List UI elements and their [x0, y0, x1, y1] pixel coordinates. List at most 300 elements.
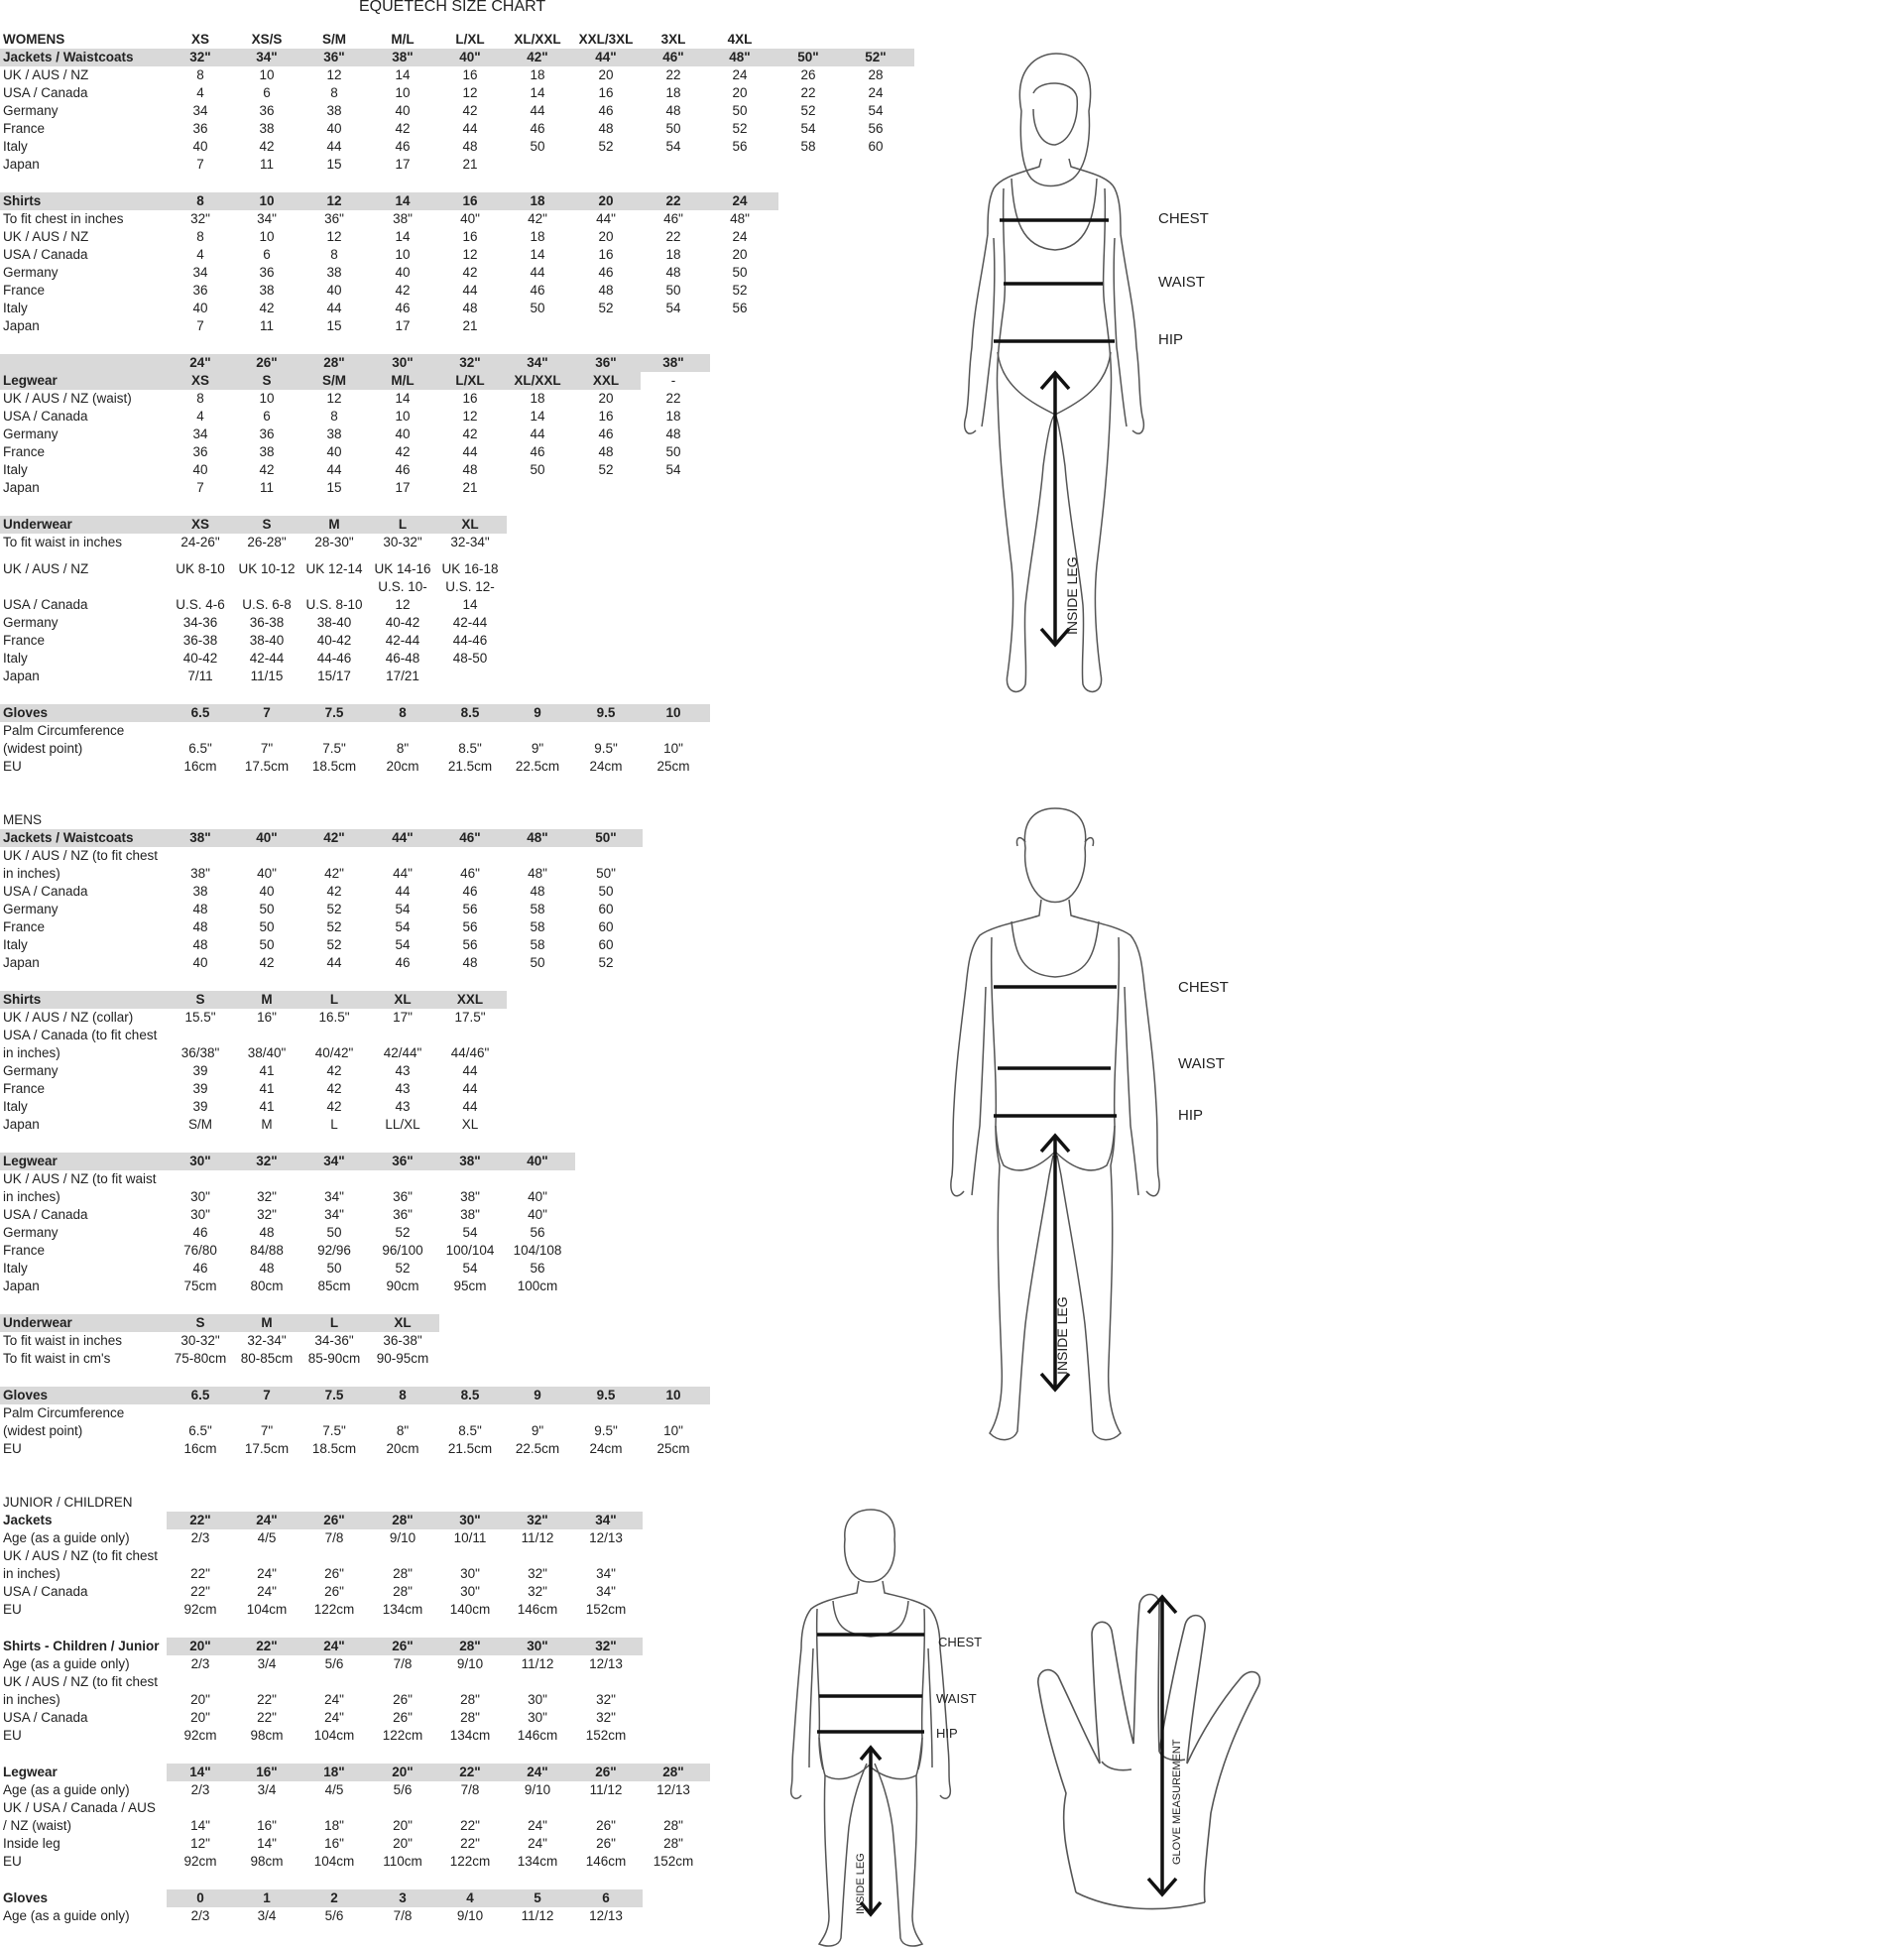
table-cell: 22.5cm — [515, 759, 560, 774]
table-row — [0, 31, 774, 49]
table-cell: 56 — [732, 301, 748, 315]
table-cell: U.S. 8-10 — [305, 597, 363, 612]
table-cell: 46" — [662, 50, 684, 64]
table-cell: 60 — [598, 937, 614, 952]
table-cell: 34" — [596, 1584, 616, 1599]
table-cell: 42 — [462, 426, 478, 441]
table-cell: 20" — [189, 1639, 211, 1653]
table-cell: 46 — [192, 1261, 208, 1276]
table-cell: 5 — [534, 1890, 541, 1905]
table-cell: 28" — [460, 1710, 480, 1725]
table-cell: 42" — [323, 830, 345, 845]
table-header-row — [0, 991, 507, 1009]
row-label: UK / AUS / NZ — [3, 67, 89, 82]
table-row — [0, 1260, 892, 1278]
table-cell: 42 — [259, 139, 275, 154]
row-label: Germany — [3, 615, 59, 630]
table-cell: 36" — [393, 1189, 413, 1204]
table-cell: 44 — [462, 283, 478, 298]
table-cell: 28" — [459, 1639, 481, 1653]
table-cell: 92/96 — [317, 1243, 351, 1258]
table-cell: 5/6 — [324, 1656, 344, 1671]
junior-figure-icon — [783, 1510, 952, 1946]
table-cell: 6 — [263, 247, 271, 262]
table-cell: 15 — [326, 318, 342, 333]
table-cell: 18 — [665, 409, 681, 424]
table-cell: 10 — [259, 67, 275, 82]
table-cell: 40 — [192, 955, 208, 970]
table-cell: 8" — [396, 1423, 410, 1438]
table-row — [0, 300, 892, 317]
table-cell: 24" — [324, 1710, 344, 1725]
table-cell: 43 — [395, 1063, 411, 1078]
table-cell: 50" — [595, 830, 617, 845]
row-label: in inches) — [3, 866, 60, 881]
table-cell: XS — [190, 32, 209, 47]
table-row — [0, 883, 892, 901]
table-cell: 10 — [259, 391, 275, 406]
table-cell: 6.5" — [188, 741, 212, 756]
table-cell: 56 — [530, 1261, 545, 1276]
table-cell: 5/6 — [324, 1908, 344, 1923]
table-cell: 4 — [196, 247, 204, 262]
table-cell: 30" — [190, 1189, 210, 1204]
table-cell: 38" — [392, 50, 414, 64]
row-label: USA / Canada — [3, 85, 88, 100]
table-cell: 34" — [256, 50, 278, 64]
table-cell: 30" — [528, 1692, 547, 1707]
table-cell: 56 — [462, 937, 478, 952]
row-label: Palm Circumference — [3, 723, 125, 738]
row-label: Gloves — [3, 1388, 49, 1402]
table-cell: 92cm — [183, 1854, 217, 1869]
table-cell: 16.5" — [318, 1010, 350, 1025]
table-cell: 38" — [393, 211, 413, 226]
table-cell: M — [261, 1315, 273, 1330]
table-cell: 40-42 — [385, 615, 420, 630]
row-label: USA / Canada — [3, 409, 88, 424]
table-cell: 12 — [462, 247, 478, 262]
table-cell: 42 — [395, 283, 411, 298]
table-cell: 44 — [530, 426, 545, 441]
table-cell: 34" — [323, 1154, 345, 1168]
table-header-row — [0, 1387, 710, 1404]
table-cell: 32" — [596, 1710, 616, 1725]
table-cell: 0 — [196, 1890, 204, 1905]
table-cell: L — [329, 992, 339, 1007]
table-cell: 11 — [259, 157, 274, 172]
table-cell: 54 — [665, 301, 681, 315]
table-cell: 24" — [257, 1566, 277, 1581]
table-cell: 9/10 — [456, 1908, 484, 1923]
table-cell: M — [261, 1117, 273, 1132]
table-cell: 44 — [462, 1099, 478, 1114]
table-cell: 34 — [192, 265, 208, 280]
table-row — [0, 632, 892, 650]
table-cell: 48 — [598, 283, 614, 298]
table-cell: 21.5cm — [447, 759, 493, 774]
table-cell: 44 — [462, 121, 478, 136]
table-cell: XXL/3XL — [578, 32, 634, 47]
table-row — [0, 1242, 892, 1260]
table-cell: 46 — [598, 103, 614, 118]
table-cell: 48 — [192, 919, 208, 934]
table-cell: 40/42" — [314, 1045, 354, 1060]
table-cell: 22" — [460, 1818, 480, 1833]
table-header-row — [0, 192, 778, 210]
table-cell: 104cm — [313, 1728, 355, 1743]
row-label: UK / AUS / NZ — [3, 229, 89, 244]
table-cell: 26" — [392, 1639, 414, 1653]
table-cell: 14 — [530, 409, 545, 424]
table-cell: 40 — [192, 139, 208, 154]
table-cell: 12 — [462, 85, 478, 100]
table-row — [0, 722, 892, 740]
table-cell: 28" — [393, 1584, 413, 1599]
table-cell: 9 — [534, 1388, 541, 1402]
table-row — [0, 596, 892, 614]
table-cell: 21 — [462, 480, 478, 495]
table-cell: 50 — [665, 121, 681, 136]
table-cell: 18 — [665, 247, 681, 262]
table-cell: 42-44 — [385, 633, 420, 648]
table-cell: 48 — [462, 955, 478, 970]
row-label: in inches) — [3, 1189, 60, 1204]
table-cell: 36-38 — [249, 615, 285, 630]
table-cell: 104cm — [313, 1854, 355, 1869]
junior-hip-label: HIP — [936, 1726, 958, 1741]
row-label: USA / Canada — [3, 1584, 88, 1599]
table-cell: 48" — [527, 830, 548, 845]
row-label: JUNIOR / CHILDREN — [3, 1495, 133, 1510]
table-cell: 44 — [462, 444, 478, 459]
table-cell: 46-48 — [385, 651, 420, 666]
table-cell: 42 — [462, 265, 478, 280]
table-cell: 46 — [598, 265, 614, 280]
table-cell: 38-40 — [316, 615, 352, 630]
table-cell: 32" — [189, 50, 211, 64]
table-cell: 48 — [259, 1261, 275, 1276]
table-cell: 14 — [462, 597, 478, 612]
table-cell: 8 — [196, 391, 204, 406]
table-cell: 48 — [665, 426, 681, 441]
table-cell: 18 — [665, 85, 681, 100]
table-cell: 48" — [528, 866, 547, 881]
table-cell: 30" — [392, 355, 414, 370]
table-cell: 48" — [729, 50, 751, 64]
table-cell: 12/13 — [589, 1530, 623, 1545]
table-cell: 10" — [663, 741, 683, 756]
table-cell: 48 — [192, 902, 208, 916]
table-cell: 12 — [326, 391, 342, 406]
row-label: To fit waist in inches — [3, 535, 123, 549]
table-cell: 110cm — [383, 1854, 422, 1869]
table-row — [0, 1601, 892, 1619]
table-cell: 24cm — [589, 1441, 623, 1456]
table-row — [0, 210, 892, 228]
table-row — [0, 1691, 892, 1709]
table-cell: 40 — [192, 301, 208, 315]
table-cell: 44" — [393, 866, 413, 881]
table-cell: 146cm — [585, 1854, 627, 1869]
row-label: Palm Circumference — [3, 1405, 125, 1420]
table-row — [0, 84, 892, 102]
table-cell: 44 — [530, 103, 545, 118]
table-cell: 26" — [393, 1692, 413, 1707]
table-cell: 50 — [665, 444, 681, 459]
table-cell: 26-28" — [247, 535, 287, 549]
table-cell: 16" — [324, 1836, 344, 1851]
table-row — [0, 1853, 892, 1871]
table-cell: 7 — [196, 480, 204, 495]
man-hip-label: HIP — [1178, 1107, 1204, 1124]
table-row — [0, 426, 892, 443]
table-row — [0, 901, 892, 918]
row-label: To fit waist in inches — [3, 1333, 123, 1348]
table-cell: 24" — [528, 1836, 547, 1851]
table-cell: 36 — [259, 426, 275, 441]
table-cell: 34-36" — [314, 1333, 354, 1348]
table-cell: 26" — [596, 1818, 616, 1833]
table-cell: 24 — [732, 229, 748, 244]
table-cell: 56 — [732, 139, 748, 154]
table-row — [0, 1781, 892, 1799]
row-label: / NZ (waist) — [3, 1818, 71, 1833]
table-cell: 90cm — [386, 1278, 419, 1293]
table-cell: 38 — [326, 265, 342, 280]
man-inside-leg-label: INSIDE LEG — [1054, 1296, 1070, 1375]
table-cell: 48-50 — [452, 651, 488, 666]
table-cell: 96/100 — [382, 1243, 423, 1258]
table-cell: 75-80cm — [174, 1351, 227, 1366]
table-cell: 50 — [530, 301, 545, 315]
table-cell: 8" — [396, 741, 410, 756]
table-cell: 26" — [595, 1765, 617, 1779]
table-cell: UK 14-16 — [374, 561, 431, 576]
table-cell: 54 — [462, 1225, 478, 1240]
table-cell: 34 — [192, 426, 208, 441]
row-label: USA / Canada — [3, 1710, 88, 1725]
table-cell: 16 — [462, 67, 478, 82]
table-cell: 42 — [326, 1099, 342, 1114]
row-label: UK / AUS / NZ (to fit chest — [3, 1674, 159, 1689]
table-cell: 8 — [399, 1388, 407, 1402]
table-cell: 52 — [598, 462, 614, 477]
table-row — [0, 1709, 892, 1727]
table-cell: 44 — [326, 301, 342, 315]
table-cell: 42 — [326, 1081, 342, 1096]
table-cell: 46" — [460, 866, 480, 881]
table-cell: 12/13 — [589, 1656, 623, 1671]
row-label: Jackets — [3, 1513, 53, 1527]
table-cell: 21.5cm — [447, 1441, 493, 1456]
table-cell: 36" — [392, 1154, 414, 1168]
row-label: Japan — [3, 1117, 40, 1132]
table-cell: 17.5" — [454, 1010, 486, 1025]
table-cell: 152cm — [585, 1728, 627, 1743]
table-row — [0, 650, 892, 668]
table-cell: 17" — [393, 1010, 413, 1025]
junior-chest-label: CHEST — [938, 1635, 983, 1649]
table-cell: 25cm — [656, 1441, 690, 1456]
table-cell: XXL — [456, 992, 484, 1007]
table-cell: 54 — [462, 1261, 478, 1276]
table-cell: 46 — [530, 121, 545, 136]
table-cell: 11 — [259, 318, 274, 333]
table-cell: 34" — [324, 1189, 344, 1204]
row-label: UK / AUS / NZ — [3, 561, 89, 576]
row-label: To fit waist in cm's — [3, 1351, 111, 1366]
table-cell: 8 — [330, 247, 338, 262]
table-cell: 50 — [732, 103, 748, 118]
table-cell: 32" — [595, 1639, 617, 1653]
table-cell: 24" — [323, 1639, 345, 1653]
table-cell: 40-42 — [182, 651, 218, 666]
table-cell: 16 — [462, 229, 478, 244]
table-cell: 43 — [395, 1099, 411, 1114]
table-row — [0, 668, 892, 685]
table-cell: 100/104 — [445, 1243, 495, 1258]
page-title: EQUETECH SIZE CHART — [359, 0, 546, 15]
table-cell: 48 — [462, 462, 478, 477]
table-cell: 34" — [324, 1207, 344, 1222]
row-label: To fit chest in inches — [3, 211, 124, 226]
table-row — [0, 317, 892, 335]
row-label: Italy — [3, 1099, 28, 1114]
table-cell: 54 — [395, 937, 411, 952]
row-label: Germany — [3, 265, 59, 280]
table-cell: 26" — [323, 1513, 345, 1527]
table-cell: 40" — [257, 866, 277, 881]
table-cell: 84/88 — [250, 1243, 284, 1258]
table-cell: 2/3 — [190, 1656, 210, 1671]
table-cell: 7 — [263, 705, 271, 720]
table-row — [0, 246, 892, 264]
table-cell: UK 8-10 — [176, 561, 225, 576]
table-cell: 40 — [395, 426, 411, 441]
table-cell: 34" — [596, 1566, 616, 1581]
table-cell: 14 — [395, 229, 411, 244]
table-cell: 22" — [256, 1639, 278, 1653]
table-cell: 104cm — [246, 1602, 288, 1617]
table-cell: 38" — [460, 1207, 480, 1222]
table-cell: U.S. 4-6 — [176, 597, 225, 612]
row-label: Shirts — [3, 992, 42, 1007]
row-label: France — [3, 121, 46, 136]
table-row — [0, 918, 892, 936]
table-cell: 50 — [665, 283, 681, 298]
table-cell: 11/12 — [521, 1656, 554, 1671]
table-cell: 12 — [462, 409, 478, 424]
table-row — [0, 936, 892, 954]
table-cell: 42 — [259, 955, 275, 970]
table-cell: 46 — [598, 426, 614, 441]
table-row — [0, 1583, 892, 1601]
table-cell: 11 — [259, 480, 274, 495]
table-cell: 16 — [598, 85, 614, 100]
table-cell: 46 — [395, 462, 411, 477]
row-label: Japan — [3, 669, 40, 683]
table-cell: - — [641, 372, 706, 390]
table-row — [0, 1009, 892, 1027]
table-cell: 11/12 — [589, 1782, 623, 1797]
table-row — [0, 390, 892, 408]
table-cell: 52 — [326, 937, 342, 952]
row-label: MENS — [3, 812, 43, 827]
row-label: Germany — [3, 426, 59, 441]
table-cell: 98cm — [250, 1728, 284, 1743]
table-cell: 20" — [393, 1836, 413, 1851]
table-cell: 52 — [326, 919, 342, 934]
table-cell: 24" — [527, 1765, 548, 1779]
table-row — [0, 578, 892, 596]
table-cell: 24" — [189, 355, 211, 370]
table-row — [0, 1350, 892, 1368]
table-cell: 30-32" — [180, 1333, 220, 1348]
table-cell: 146cm — [517, 1602, 558, 1617]
table-cell: 48 — [192, 937, 208, 952]
table-cell: XXL — [592, 373, 620, 388]
table-cell: XS — [190, 517, 209, 532]
table-cell: 6 — [263, 85, 271, 100]
row-label: Underwear — [3, 1315, 72, 1330]
table-cell: 34 — [192, 103, 208, 118]
table-cell: 42/44" — [383, 1045, 422, 1060]
table-cell: 38" — [460, 1189, 480, 1204]
table-cell: 26 — [800, 67, 816, 82]
table-cell: 18 — [530, 391, 545, 406]
table-cell: 9.5" — [594, 741, 618, 756]
table-cell: 38" — [662, 355, 684, 370]
table-cell: 46 — [395, 955, 411, 970]
table-row — [0, 1565, 892, 1583]
table-cell: 50 — [598, 884, 614, 899]
table-cell: 24" — [324, 1692, 344, 1707]
table-cell: 8 — [196, 229, 204, 244]
table-cell: 10/11 — [453, 1530, 487, 1545]
table-row — [0, 1907, 892, 1925]
table-cell: 152cm — [653, 1854, 694, 1869]
table-row — [0, 1655, 892, 1673]
table-cell: 9/10 — [524, 1782, 551, 1797]
table-cell: 100cm — [517, 1278, 558, 1293]
table-cell: 40-42 — [316, 633, 352, 648]
table-cell: 52 — [326, 902, 342, 916]
table-cell: 6 — [602, 1890, 610, 1905]
table-cell: 7.5" — [322, 1423, 346, 1438]
row-label: USA / Canada — [3, 597, 88, 612]
woman-figure-icon — [952, 50, 1150, 704]
row-label: Italy — [3, 1261, 28, 1276]
table-cell: 40" — [528, 1189, 547, 1204]
table-row — [0, 1170, 892, 1188]
table-cell: 90-95cm — [376, 1351, 429, 1366]
row-label: Legwear — [3, 373, 58, 388]
table-cell: LL/XL — [385, 1117, 420, 1132]
table-row — [0, 282, 892, 300]
table-cell: L — [329, 1315, 339, 1330]
table-cell: 36 — [192, 444, 208, 459]
row-label: Germany — [3, 1225, 59, 1240]
table-cell: 22 — [665, 229, 681, 244]
table-cell: 38-40 — [249, 633, 285, 648]
table-cell: 16 — [598, 247, 614, 262]
table-cell: 20 — [732, 85, 748, 100]
row-label: France — [3, 1243, 46, 1258]
table-header-row — [0, 1889, 643, 1907]
table-cell: 20" — [392, 1765, 414, 1779]
table-cell: 58 — [530, 902, 545, 916]
